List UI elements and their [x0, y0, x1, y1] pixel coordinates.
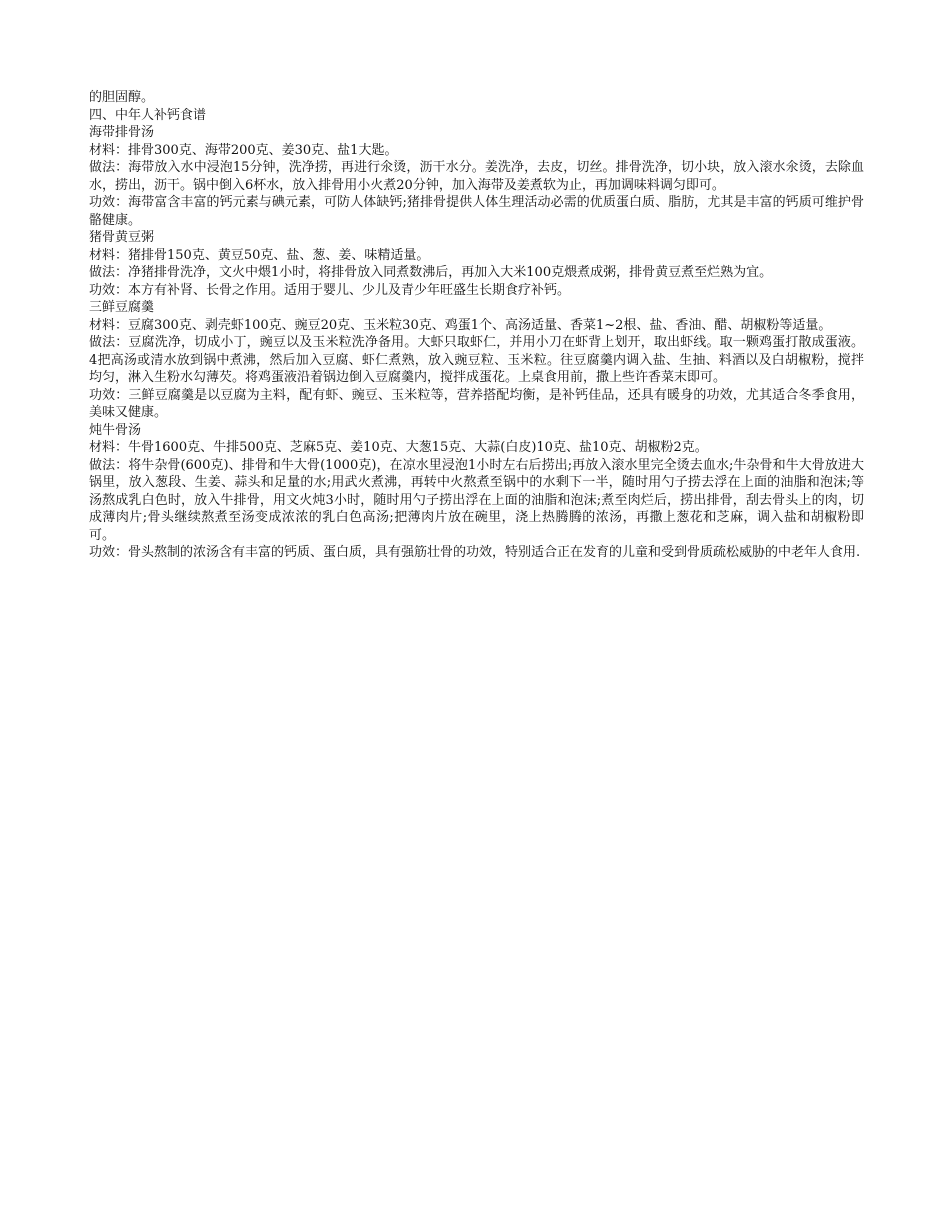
recipe-zhugu-huangdou-zhou	[89, 229, 864, 299]
section-heading: 四、中年人补钙食谱	[89, 107, 207, 123]
recipe-title: 炖牛骨汤	[89, 422, 142, 438]
recipe-title: 三鲜豆腐羹	[89, 300, 155, 315]
recipe-dun-niugu-tang	[89, 422, 864, 562]
recipe-haidai-paigu-tang	[89, 124, 864, 229]
recipe-title: 猪骨黄豆粥	[89, 230, 155, 245]
recipe-sanxian-doufu-geng	[89, 299, 864, 422]
recipe-effect: 功效：三鲜豆腐羹是以豆腐为主料，配有虾、豌豆、玉米粒等，营养搭配均衡，是补钙佳品，还具有暖身的功效，尤其适合冬季食用，美味又健康。	[89, 387, 864, 420]
intro-tail-text: 的胆固醇。	[89, 90, 155, 105]
recipe-method: 做法：净猪排骨洗净，文火中煨1小时，将排骨放入同煮数沸后，再加入大米100克煨煮成粥，排骨黄豆煮至烂熟为宜。	[89, 265, 773, 280]
recipe-method: 做法：将牛杂骨(600克)、排骨和牛大骨(1000克)，在凉水里浸泡1小时左右后捞出;再放入滚水里完全烫去血水;牛杂骨和牛大骨放进大锅里，放入葱段、生姜、蒜头和足量的水;用武火煮沸，再转中火熬煮至锅中的水剩下一半，随时用勺子捞去浮在上面的油脂和泡沫;等汤熬成乳白色时，放入牛排骨，用文火炖3小时，随时用勺子捞出浮在上面的油脂和泡沫;煮至肉烂后，捞出排骨，刮去骨头上的肉，切成薄肉片;骨头继续熬煮至汤变成浓浓的乳白色高汤;把薄肉片放在碗里，浇上热腾腾的浓汤，再撒上葱花和芝麻，调入盐和胡椒粉即可。	[89, 457, 864, 543]
recipe-effect: 功效：海带富含丰富的钙元素与碘元素，可防人体缺钙;猪排骨提供人体生理活动必需的优质蛋白质、脂肪，尤其是丰富的钙质可维护骨骼健康。	[89, 195, 864, 228]
recipe-materials: 材料：豆腐300克、剥壳虾100克、豌豆20克、玉米粒30克、鸡蛋1个、高汤适量、香菜1~2根、盐、香油、醋、胡椒粉等适量。	[89, 317, 832, 333]
recipe-materials: 材料：排骨300克、海带200克、姜30克、盐1大匙。	[89, 142, 398, 158]
recipe-effect: 功效：骨头熬制的浓汤含有丰富的钙质、蛋白质，具有强筋壮骨的功效，特别适合正在发育的儿童和受到骨质疏松威胁的中老年人食用.	[89, 545, 861, 560]
recipe-method: 做法：海带放入水中浸泡15分钟，洗净捞，再进行氽烫，沥干水分。姜洗净，去皮，切丝。排骨洗净，切小块，放入滚水氽烫，去除血水，捞出，沥干。锅中倒入6杯水，放入排骨用小火煮20分钟，加入海带及姜煮软为止，再加调味料调匀即可。	[89, 160, 864, 193]
recipe-effect: 功效：本方有补肾、长骨之作用。适用于婴儿、少儿及青少年旺盛生长期食疗补钙。	[89, 282, 571, 298]
recipe-title: 海带排骨汤	[89, 125, 155, 140]
recipe-materials: 材料：牛骨1600克、牛排500克、芝麻5克、姜10克、大葱15克、大蒜(白皮)10克、盐10克、胡椒粉2克。	[89, 440, 708, 455]
recipe-materials: 材料：猪排骨150克、黄豆50克、盐、葱、姜、味精适量。	[89, 247, 430, 263]
recipe-method: 做法：豆腐洗净，切成小丁，豌豆以及玉米粒洗净备用。大虾只取虾仁，并用小刀在虾背上划开，取出虾线。取一颗鸡蛋打散成蛋液。4把高汤或清水放到锅中煮沸，然后加入豆腐、虾仁煮熟，放入豌豆粒、玉米粒。往豆腐羹内调入盐、生抽、料酒以及白胡椒粉，搅拌均匀，淋入生粉水勾薄芡。将鸡蛋液沿着锅边倒入豆腐羹内，搅拌成蛋花。上桌食用前，撒上些许香菜末即可。	[89, 335, 864, 385]
document-body	[89, 89, 864, 562]
